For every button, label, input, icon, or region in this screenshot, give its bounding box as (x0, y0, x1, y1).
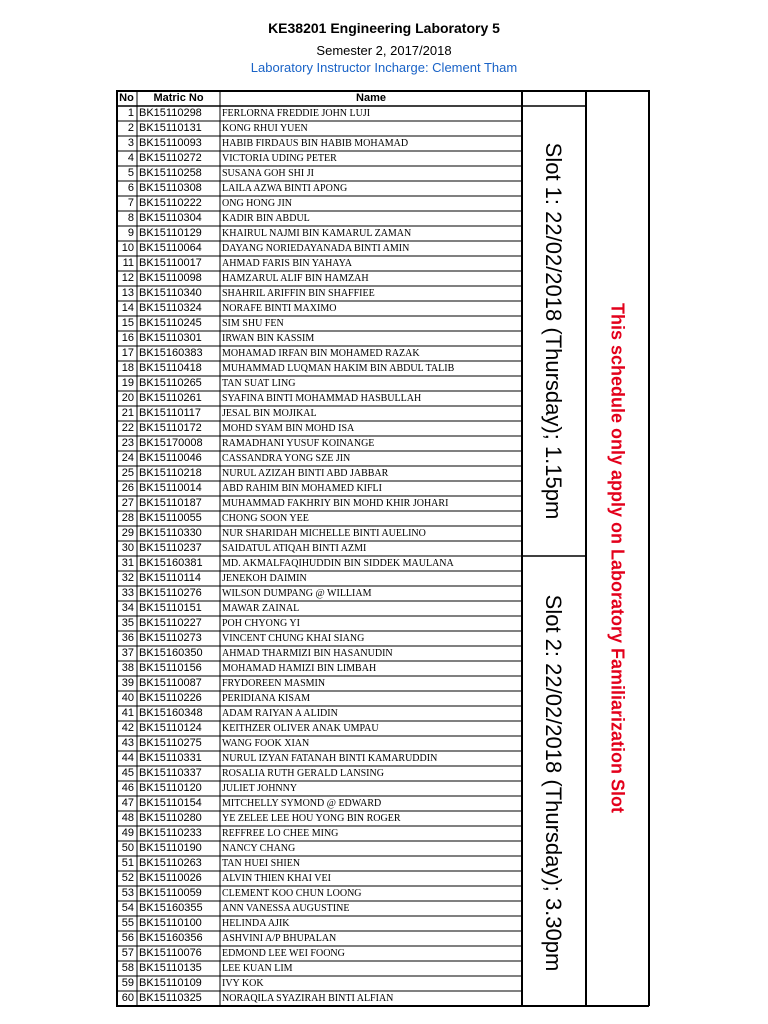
matric-number: BK15160355 (139, 902, 203, 914)
row-number: 52 (121, 872, 134, 884)
row-number: 31 (121, 557, 134, 569)
row-number: 18 (121, 362, 134, 374)
table-body (116, 106, 522, 1006)
table-row (116, 496, 522, 511)
column-header-no: No (119, 92, 134, 104)
table-row (116, 811, 522, 826)
table-row (116, 571, 522, 586)
row-number: 22 (121, 422, 134, 434)
matric-number: BK15110100 (139, 917, 202, 929)
matric-number: BK15110227 (139, 617, 202, 629)
matric-number: BK15170008 (139, 437, 203, 449)
matric-number: BK15110276 (139, 587, 202, 599)
table-row (116, 616, 522, 631)
table-row (116, 826, 522, 841)
row-number: 12 (121, 272, 134, 284)
column-header-matric: Matric No (153, 92, 204, 104)
table-row (116, 556, 522, 571)
matric-number: BK15110087 (139, 677, 202, 689)
row-number: 13 (121, 287, 134, 299)
student-name: TAN HUEI SHIEN (222, 858, 301, 869)
table-row (116, 421, 522, 436)
row-number: 57 (121, 947, 134, 959)
student-name: WILSON DUMPANG @ WILLIAM (222, 588, 372, 599)
row-number: 24 (121, 452, 134, 464)
matric-number: BK15110324 (139, 302, 202, 314)
matric-number: BK15110172 (139, 422, 202, 434)
student-name: NURUL IZYAN FATANAH BINTI KAMARUDDIN (222, 753, 438, 764)
matric-number: BK15110331 (139, 752, 202, 764)
row-number: 28 (121, 512, 134, 524)
row-number: 42 (121, 722, 134, 734)
student-name: AHMAD THARMIZI BIN HASANUDIN (222, 648, 393, 659)
student-name: KONG RHUI YUEN (222, 123, 308, 134)
student-name: IVY KOK (222, 978, 264, 989)
student-name: KHAIRUL NAJMI BIN KAMARUL ZAMAN (222, 228, 412, 239)
matric-number: BK15160348 (139, 707, 203, 719)
student-name: IRWAN BIN KASSIM (222, 333, 315, 344)
row-number: 15 (121, 317, 134, 329)
student-name: SIM SHU FEN (222, 318, 284, 329)
row-number: 2 (127, 122, 134, 134)
student-name: CHONG SOON YEE (222, 513, 309, 524)
table-row (116, 391, 522, 406)
table-row (116, 256, 522, 271)
table-row (116, 946, 522, 961)
student-name: PERIDIANA KISAM (222, 693, 311, 704)
matric-number: BK15110222 (139, 197, 202, 209)
table-row (116, 211, 522, 226)
student-name: ONG HONG JIN (222, 198, 292, 209)
student-name: POH CHYONG YI (222, 618, 300, 629)
row-number: 27 (121, 497, 134, 509)
table-row (116, 151, 522, 166)
table-row (116, 661, 522, 676)
matric-number: BK15160350 (139, 647, 203, 659)
matric-number: BK15110064 (139, 242, 202, 254)
matric-number: BK15110059 (139, 887, 202, 899)
row-number: 45 (121, 767, 134, 779)
matric-number: BK15110076 (139, 947, 202, 959)
row-number: 47 (121, 797, 134, 809)
student-name: SAIDATUL ATIQAH BINTI AZMI (222, 543, 367, 554)
row-number: 5 (127, 167, 134, 179)
table-row (116, 691, 522, 706)
table-row (116, 751, 522, 766)
row-number: 4 (127, 152, 134, 164)
student-name: JENEKOH DAIMIN (222, 573, 307, 584)
student-name: ABD RAHIM BIN MOHAMED KIFLI (222, 483, 382, 494)
student-name: MAWAR ZAINAL (222, 603, 300, 614)
table-row (116, 331, 522, 346)
student-name: HABIB FIRDAUS BIN HABIB MOHAMAD (222, 138, 409, 149)
table-row (116, 841, 522, 856)
table-row (116, 136, 522, 151)
row-number: 59 (121, 977, 134, 989)
student-name: NUR SHARIDAH MICHELLE BINTI AUELINO (222, 528, 426, 539)
student-name: SYAFINA BINTI MOHAMMAD HASBULLAH (222, 393, 422, 404)
matric-number: BK15110226 (139, 692, 202, 704)
student-name: YE ZELEE LEE HOU YONG BIN ROGER (222, 813, 401, 824)
table-row (116, 196, 522, 211)
matric-number: BK15110330 (139, 527, 202, 539)
student-name: MUHAMMAD FAKHRIY BIN MOHD KHIR JOHARI (222, 498, 449, 509)
table-row (116, 736, 522, 751)
student-name: NORAQILA SYAZIRAH BINTI ALFIAN (222, 993, 394, 1004)
matric-number: BK15160356 (139, 932, 203, 944)
matric-number: BK15110014 (139, 482, 202, 494)
student-name: MUHAMMAD LUQMAN HAKIM BIN ABDUL TALIB (222, 363, 455, 374)
student-name: HELINDA AJIK (222, 918, 290, 929)
student-name: AHMAD FARIS BIN YAHAYA (222, 258, 352, 269)
table-row (116, 961, 522, 976)
table-row (116, 721, 522, 736)
student-name: ADAM RAIYAN A ALIDIN (222, 708, 338, 719)
student-name: TAN SUAT LING (222, 378, 296, 389)
row-number: 21 (121, 407, 134, 419)
matric-number: BK15110233 (139, 827, 202, 839)
row-number: 20 (121, 392, 134, 404)
student-name: EDMOND LEE WEI FOONG (222, 948, 345, 959)
student-name: LEE KUAN LIM (222, 963, 293, 974)
matric-number: BK15110187 (139, 497, 202, 509)
table-row (116, 346, 522, 361)
row-number: 55 (121, 917, 134, 929)
row-number: 39 (121, 677, 134, 689)
matric-number: BK15110301 (139, 332, 202, 344)
student-name: WANG FOOK XIAN (222, 738, 310, 749)
matric-number: BK15110308 (139, 182, 202, 194)
row-number: 14 (121, 302, 134, 314)
table-row (116, 541, 522, 556)
table-row (116, 871, 522, 886)
table-row (116, 316, 522, 331)
matric-number: BK15110280 (139, 812, 202, 824)
matric-number: BK15110340 (139, 287, 202, 299)
matric-number: BK15110237 (139, 542, 202, 554)
schedule-table (116, 90, 650, 1010)
row-number: 37 (121, 647, 134, 659)
student-name: FRYDOREEN MASMIN (222, 678, 326, 689)
student-name: KEITHZER OLIVER ANAK UMPAU (222, 723, 379, 734)
table-row (116, 706, 522, 721)
student-name: MD. AKMALFAQIHUDDIN BIN SIDDEK MAULANA (222, 558, 454, 569)
matric-number: BK15110154 (139, 797, 202, 809)
matric-number: BK15110129 (139, 227, 202, 239)
table-row (116, 241, 522, 256)
student-name: NURUL AZIZAH BINTI ABD JABBAR (222, 468, 389, 479)
matric-number: BK15110325 (139, 992, 202, 1004)
row-number: 38 (121, 662, 134, 674)
student-name: MITCHELLY SYMOND @ EDWARD (222, 798, 382, 809)
row-number: 9 (127, 227, 134, 239)
student-name: FERLORNA FREDDIE JOHN LUJI (222, 108, 371, 119)
table-row (116, 766, 522, 781)
table-row (116, 166, 522, 181)
student-name: HAMZARUL ALIF BIN HAMZAH (222, 273, 369, 284)
student-name: ALVIN THIEN KHAI VEI (222, 873, 331, 884)
row-number: 16 (121, 332, 134, 344)
matric-number: BK15110131 (139, 122, 202, 134)
matric-number: BK15110156 (139, 662, 202, 674)
column-header-name: Name (356, 92, 386, 104)
student-name: JESAL BIN MOJIKAL (222, 408, 317, 419)
table-row (116, 901, 522, 916)
row-number: 7 (127, 197, 134, 209)
matric-number: BK15110046 (139, 452, 202, 464)
table-row (116, 301, 522, 316)
matric-number: BK15110298 (139, 107, 202, 119)
student-name: DAYANG NORIEDAYANADA BINTI AMIN (222, 243, 410, 254)
row-number: 3 (127, 137, 134, 149)
row-number: 30 (121, 542, 134, 554)
matric-number: BK15160383 (139, 347, 203, 359)
row-number: 35 (121, 617, 134, 629)
student-name: MOHD SYAM BIN MOHD ISA (222, 423, 355, 434)
row-number: 51 (121, 857, 134, 869)
row-number: 49 (121, 827, 134, 839)
matric-number: BK15110135 (139, 962, 202, 974)
table-row (116, 646, 522, 661)
row-number: 1 (127, 107, 134, 119)
row-number: 32 (121, 572, 134, 584)
student-name: KADIR BIN ABDUL (222, 213, 310, 224)
schedule-note: This schedule only apply on Laboratory Familiarization Slot (607, 302, 628, 814)
table-row (116, 526, 522, 541)
row-number: 23 (121, 437, 134, 449)
matric-number: BK15110218 (139, 467, 202, 479)
table-row (116, 601, 522, 616)
student-name: VICTORIA UDING PETER (222, 153, 337, 164)
student-name: CLEMENT KOO CHUN LOONG (222, 888, 362, 899)
table-row (116, 796, 522, 811)
table-row (116, 406, 522, 421)
table-row (116, 226, 522, 241)
student-name: ASHVINI A/P BHUPALAN (222, 933, 337, 944)
table-row (116, 451, 522, 466)
row-number: 17 (121, 347, 134, 359)
student-name: MOHAMAD HAMIZI BIN LIMBAH (222, 663, 377, 674)
row-number: 50 (121, 842, 134, 854)
matric-number: BK15110258 (139, 167, 202, 179)
matric-number: BK15110265 (139, 377, 202, 389)
matric-number: BK15110109 (139, 977, 202, 989)
table-header-row (116, 90, 650, 106)
student-name: ROSALIA RUTH GERALD LANSING (222, 768, 384, 779)
table-row (116, 991, 522, 1006)
table-row (116, 886, 522, 901)
table-row (116, 271, 522, 286)
row-number: 43 (121, 737, 134, 749)
matric-number: BK15110245 (139, 317, 202, 329)
row-number: 19 (121, 377, 134, 389)
table-row (116, 481, 522, 496)
slot-2-label: Slot 2: 22/02/2018 (Thursday); 3.30pm (541, 594, 566, 972)
matric-number: BK15110151 (139, 602, 202, 614)
student-name: CASSANDRA YONG SZE JIN (222, 453, 351, 464)
row-number: 34 (121, 602, 134, 614)
matric-number: BK15110017 (139, 257, 202, 269)
instructor-label: Laboratory Instructor Incharge: Clement Tham (250, 60, 518, 75)
row-number: 60 (121, 992, 134, 1004)
table-row (116, 361, 522, 376)
matric-number: BK15110055 (139, 512, 202, 524)
matric-number: BK15110304 (139, 212, 202, 224)
row-number: 33 (121, 587, 134, 599)
matric-number: BK15110261 (139, 392, 202, 404)
student-name: LAILA AZWA BINTI APONG (222, 183, 348, 194)
row-number: 11 (122, 257, 134, 269)
table-row (116, 586, 522, 601)
row-number: 36 (121, 632, 134, 644)
student-name: RAMADHANI YUSUF KOINANGE (222, 438, 375, 449)
row-number: 41 (121, 707, 134, 719)
table-row (116, 286, 522, 301)
table-row (116, 466, 522, 481)
student-name: NORAFE BINTI MAXIMO (222, 303, 337, 314)
matric-number: BK15110418 (139, 362, 202, 374)
matric-number: BK15160381 (139, 557, 203, 569)
table-row (116, 781, 522, 796)
student-name: SHAHRIL ARIFFIN BIN SHAFFIEE (222, 288, 375, 299)
row-number: 54 (121, 902, 134, 914)
matric-number: BK15110117 (139, 407, 201, 419)
matric-number: BK15110026 (139, 872, 202, 884)
row-number: 53 (121, 887, 134, 899)
table-row (116, 511, 522, 526)
student-name: VINCENT CHUNG KHAI SIANG (222, 633, 365, 644)
slot-1-label: Slot 1: 22/02/2018 (Thursday); 1.15pm (541, 142, 566, 520)
table-row (116, 976, 522, 991)
matric-number: BK15110273 (139, 632, 202, 644)
row-number: 10 (121, 242, 134, 254)
row-number: 26 (121, 482, 134, 494)
document-title: KE38201 Engineering Laboratory 5 (268, 20, 500, 36)
matric-number: BK15110190 (139, 842, 202, 854)
table-row (116, 631, 522, 646)
row-number: 25 (121, 467, 134, 479)
row-number: 44 (121, 752, 134, 764)
row-number: 8 (127, 212, 134, 224)
row-number: 56 (121, 932, 134, 944)
table-row (116, 931, 522, 946)
matric-number: BK15110093 (139, 137, 202, 149)
table-row (116, 121, 522, 136)
matric-number: BK15110120 (139, 782, 202, 794)
matric-number: BK15110272 (139, 152, 202, 164)
row-number: 40 (121, 692, 134, 704)
row-number: 58 (121, 962, 134, 974)
student-name: MOHAMAD IRFAN BIN MOHAMED RAZAK (222, 348, 420, 359)
table-row (116, 106, 522, 121)
table-row (116, 181, 522, 196)
table-row (116, 856, 522, 871)
table-row (116, 916, 522, 931)
matric-number: BK15110337 (139, 767, 202, 779)
student-name: SUSANA GOH SHI JI (222, 168, 314, 179)
row-number: 46 (121, 782, 134, 794)
semester-label: Semester 2, 2017/2018 (316, 43, 452, 58)
matric-number: BK15110275 (139, 737, 202, 749)
row-number: 29 (121, 527, 134, 539)
matric-number: BK15110114 (139, 572, 201, 584)
matric-number: BK15110098 (139, 272, 202, 284)
table-row (116, 376, 522, 391)
table-row (116, 436, 522, 451)
student-name: ANN VANESSA AUGUSTINE (222, 903, 350, 914)
student-name: REFFREE LO CHEE MING (222, 828, 339, 839)
matric-number: BK15110124 (139, 722, 202, 734)
student-name: NANCY CHANG (222, 843, 296, 854)
row-number: 48 (121, 812, 134, 824)
row-number: 6 (127, 182, 134, 194)
student-name: JULIET JOHNNY (222, 783, 298, 794)
matric-number: BK15110263 (139, 857, 202, 869)
table-row (116, 676, 522, 691)
